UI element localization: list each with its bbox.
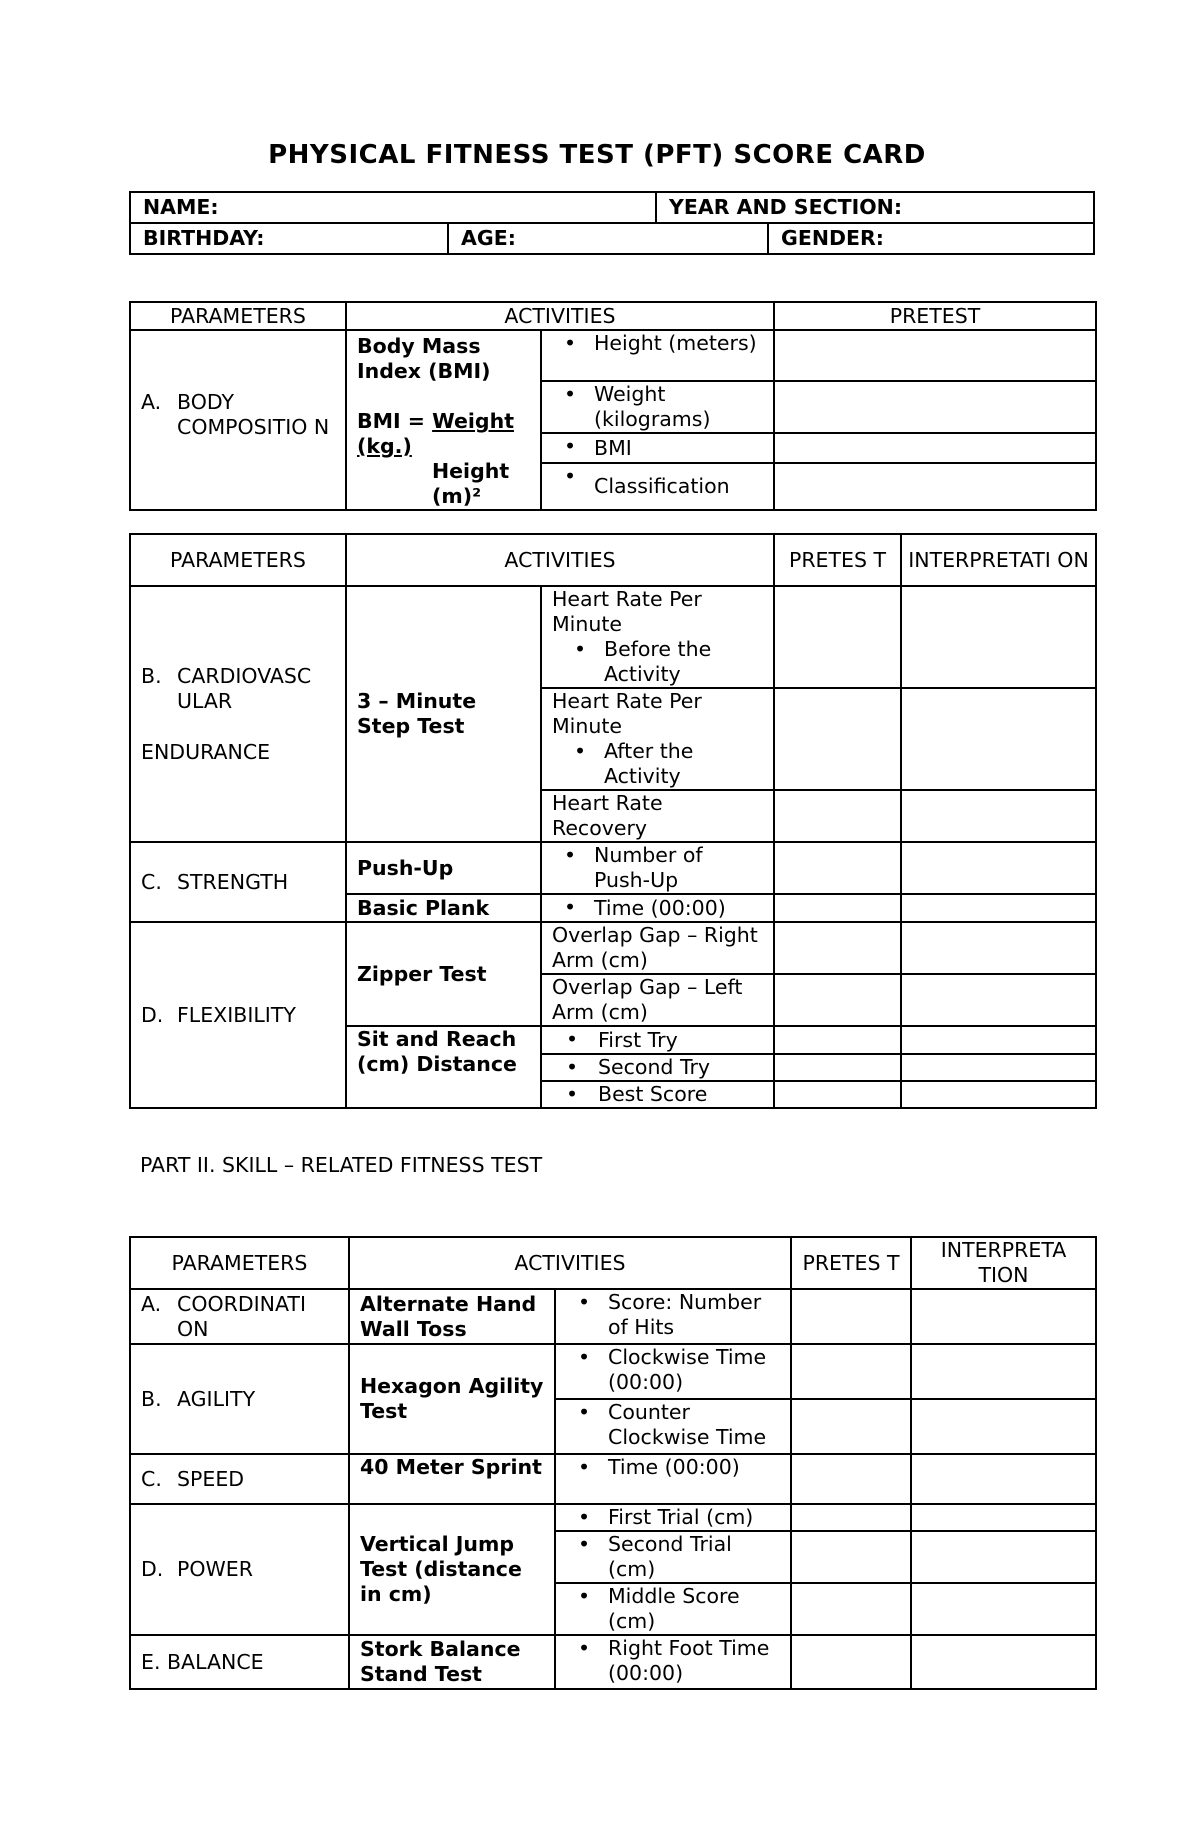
pretest-bmi-cell[interactable] xyxy=(774,433,1096,463)
param-letter: C. xyxy=(141,869,162,894)
param-strength xyxy=(130,842,346,922)
interp-overlap-left-cell[interactable] xyxy=(901,974,1096,1026)
header-interpretation: INTERPRETATI ON xyxy=(901,534,1096,586)
param-agility xyxy=(130,1344,349,1454)
param-power xyxy=(130,1504,349,1635)
item-hr-before xyxy=(541,586,774,688)
param-name-line2: ENDURANCE xyxy=(141,739,271,764)
param-body-composition xyxy=(130,330,346,510)
pretest-first-try-cell[interactable] xyxy=(774,1026,901,1054)
interp-sprint-cell[interactable] xyxy=(911,1454,1096,1504)
pretest-sprint-cell[interactable] xyxy=(791,1454,911,1504)
item-wall-toss-score: • Score: Number of Hits xyxy=(555,1289,791,1344)
header-parameters: PARAMETERS xyxy=(130,1237,349,1289)
item-best-score: • Best Score xyxy=(541,1081,774,1108)
pretest-hr-recovery-cell[interactable] xyxy=(774,790,901,842)
interp-counter-clockwise-cell[interactable] xyxy=(911,1399,1096,1454)
interp-wall-toss-cell[interactable] xyxy=(911,1289,1096,1344)
item-pushup-count: • Number of Push-Up xyxy=(541,842,774,894)
param-name: CARDIOVASC ULAR xyxy=(177,663,312,713)
item-first-try: • First Try xyxy=(541,1026,774,1054)
interp-clockwise-cell[interactable] xyxy=(911,1344,1096,1399)
activity-wall-toss: Alternate Hand Wall Toss xyxy=(349,1289,555,1344)
pretest-wall-toss-cell[interactable] xyxy=(791,1289,911,1344)
health-fitness-table xyxy=(129,533,1097,1109)
hr-after-label: • After the Activity xyxy=(552,739,763,789)
pretest-plank-cell[interactable] xyxy=(774,894,901,922)
pretest-middle-score-cell[interactable] xyxy=(791,1583,911,1635)
activity-bmi xyxy=(346,330,541,510)
part2-heading: PART II. SKILL – RELATED FITNESS TEST xyxy=(140,1153,543,1177)
param-letter: B. xyxy=(141,1386,162,1411)
hr-before-label: • Before the Activity xyxy=(552,637,763,687)
param-name: COORDINATI ON xyxy=(177,1291,306,1341)
param-cardiovascular xyxy=(130,586,346,842)
interp-overlap-right-cell[interactable] xyxy=(901,922,1096,974)
hr-label: Heart Rate Per Minute xyxy=(552,587,702,636)
item-right-foot-time: • Right Foot Time (00:00) xyxy=(555,1635,791,1689)
header-parameters: PARAMETERS xyxy=(130,534,346,586)
item-clockwise-time: • Clockwise Time (00:00) xyxy=(555,1344,791,1399)
param-name: POWER xyxy=(177,1557,253,1581)
bmi-formula-prefix: BMI = xyxy=(357,409,433,433)
pretest-height-cell[interactable] xyxy=(774,330,1096,381)
pretest-second-try-cell[interactable] xyxy=(774,1054,901,1081)
bmi-formula-denominator: Height (m)² xyxy=(432,459,510,508)
header-pretest: PRETES T xyxy=(791,1237,911,1289)
age-field[interactable]: AGE: xyxy=(448,223,768,254)
item-height: • Height (meters) xyxy=(541,330,774,381)
skill-fitness-table xyxy=(129,1236,1097,1690)
param-speed xyxy=(130,1454,349,1504)
pretest-hr-before-cell[interactable] xyxy=(774,586,901,688)
interp-second-try-cell[interactable] xyxy=(901,1054,1096,1081)
header-activities: ACTIVITIES xyxy=(349,1237,791,1289)
header-pretest: PRETEST xyxy=(774,302,1096,330)
interp-second-trial-cell[interactable] xyxy=(911,1531,1096,1583)
interp-best-score-cell[interactable] xyxy=(901,1081,1096,1108)
name-field[interactable]: NAME: xyxy=(130,192,656,223)
interp-first-trial-cell[interactable] xyxy=(911,1504,1096,1531)
interp-pushup-cell[interactable] xyxy=(901,842,1096,894)
param-flexibility xyxy=(130,922,346,1108)
header-activities: ACTIVITIES xyxy=(346,534,774,586)
pretest-second-trial-cell[interactable] xyxy=(791,1531,911,1583)
param-name: AGILITY xyxy=(177,1386,256,1411)
interp-hr-before-cell[interactable] xyxy=(901,586,1096,688)
param-letter: D. xyxy=(141,1002,164,1027)
item-middle-score: • Middle Score (cm) xyxy=(555,1583,791,1635)
body-composition-table xyxy=(129,301,1097,511)
interp-first-try-cell[interactable] xyxy=(901,1026,1096,1054)
interp-plank-cell[interactable] xyxy=(901,894,1096,922)
item-bmi: • BMI xyxy=(541,433,774,463)
activity-zipper: Zipper Test xyxy=(346,922,541,1026)
header-parameters: PARAMETERS xyxy=(130,302,346,330)
activity-plank: Basic Plank xyxy=(346,894,541,922)
item-counter-clockwise-time: • Counter Clockwise Time xyxy=(555,1399,791,1454)
pretest-clockwise-cell[interactable] xyxy=(791,1344,911,1399)
student-info-table xyxy=(129,191,1095,255)
header-pretest: PRETES T xyxy=(774,534,901,586)
param-coordination xyxy=(130,1289,349,1344)
page-title: PHYSICAL FITNESS TEST (PFT) SCORE CARD xyxy=(268,140,926,170)
param-letter: C. xyxy=(141,1466,162,1491)
interp-hr-after-cell[interactable] xyxy=(901,688,1096,790)
header-interpretation: INTERPRETA TION xyxy=(911,1237,1096,1289)
param-letter: A. xyxy=(141,1291,162,1316)
param-name: BODY COMPOSITIO N xyxy=(177,390,330,439)
param-name: FLEXIBILITY xyxy=(177,1002,296,1027)
item-overlap-right: Overlap Gap – Right Arm (cm) xyxy=(541,922,774,974)
pretest-hr-after-cell[interactable] xyxy=(774,688,901,790)
param-name: SPEED xyxy=(177,1466,245,1491)
activity-vertical-jump: Vertical Jump Test (distance in cm) xyxy=(349,1504,555,1635)
pretest-best-score-cell[interactable] xyxy=(774,1081,901,1108)
pretest-first-trial-cell[interactable] xyxy=(791,1504,911,1531)
gender-field[interactable]: GENDER: xyxy=(768,223,1094,254)
interp-hr-recovery-cell[interactable] xyxy=(901,790,1096,842)
item-overlap-left: Overlap Gap – Left Arm (cm) xyxy=(541,974,774,1026)
year-section-field[interactable]: YEAR AND SECTION: xyxy=(656,192,1094,223)
pretest-pushup-cell[interactable] xyxy=(774,842,901,894)
interp-middle-score-cell[interactable] xyxy=(911,1583,1096,1635)
param-letter: B. xyxy=(141,663,162,688)
hr-label: Heart Rate Per Minute xyxy=(552,689,702,738)
pretest-weight-cell[interactable] xyxy=(774,381,1096,434)
item-classification: • Classification xyxy=(541,463,774,510)
activity-stork-balance: Stork Balance Stand Test xyxy=(349,1635,555,1689)
item-plank-time: • Time (00:00) xyxy=(541,894,774,922)
item-second-try: • Second Try xyxy=(541,1054,774,1081)
pretest-classification-cell[interactable] xyxy=(774,463,1096,510)
item-sprint-time: • Time (00:00) xyxy=(555,1454,791,1504)
activity-bmi-label: Body Mass Index (BMI) xyxy=(357,334,491,383)
item-first-trial: • First Trial (cm) xyxy=(555,1504,791,1531)
item-hr-recovery: Heart Rate Recovery xyxy=(541,790,774,842)
activity-sit-reach: Sit and Reach (cm) Distance xyxy=(346,1026,541,1108)
activity-hexagon: Hexagon Agility Test xyxy=(349,1344,555,1454)
header-activities: ACTIVITIES xyxy=(346,302,774,330)
pretest-counter-clockwise-cell[interactable] xyxy=(791,1399,911,1454)
pretest-overlap-left-cell[interactable] xyxy=(774,974,901,1026)
item-second-trial: • Second Trial (cm) xyxy=(555,1531,791,1583)
activity-pushup: Push-Up xyxy=(346,842,541,894)
activity-step-test: 3 – Minute Step Test xyxy=(346,586,541,842)
item-weight: • Weight (kilograms) xyxy=(541,381,774,434)
param-name: STRENGTH xyxy=(177,869,289,894)
birthday-field[interactable]: BIRTHDAY: xyxy=(130,223,448,254)
param-balance: E. BALANCE xyxy=(130,1635,349,1689)
item-hr-after xyxy=(541,688,774,790)
param-letter: D. xyxy=(141,1557,164,1581)
param-letter: A. xyxy=(141,390,162,414)
bmi-formula-numerator: Weight (kg.) xyxy=(357,409,514,458)
pretest-overlap-right-cell[interactable] xyxy=(774,922,901,974)
activity-sprint: 40 Meter Sprint xyxy=(349,1454,555,1504)
pretest-right-foot-cell[interactable] xyxy=(791,1635,911,1689)
interp-right-foot-cell[interactable] xyxy=(911,1635,1096,1689)
